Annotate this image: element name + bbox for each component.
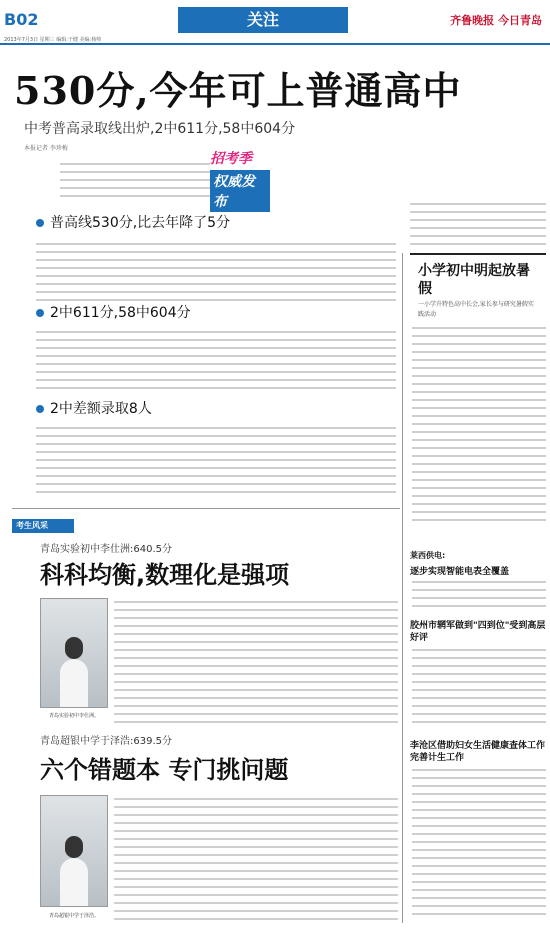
byline: 本报记者 李珍梅 — [24, 145, 68, 152]
body-text — [410, 200, 546, 250]
body-text — [36, 328, 396, 392]
feature-tag: 考生风采 — [12, 519, 74, 533]
sidebar-subtitle: 一小学升特色高中长会,家长参与研究暑假实践活动 — [418, 301, 534, 318]
feature-title: 科科均衡,数理化是强项 — [40, 561, 290, 589]
page-number: B02 — [4, 10, 39, 29]
student-photo — [40, 598, 108, 708]
photo-head — [65, 637, 83, 659]
body-text — [412, 766, 546, 916]
body-text — [412, 578, 546, 608]
bullet-icon — [36, 405, 44, 413]
column-divider — [402, 253, 403, 923]
issue-meta: 2013年7月3日 星期三 编辑:于健 美编:杨帅 — [4, 37, 102, 43]
photo-body — [60, 858, 88, 906]
body-text — [412, 646, 546, 726]
photo-caption: 青岛超银中学于泽浩。 — [48, 913, 99, 919]
photo-head — [65, 836, 83, 858]
subheadline: 中考普高录取线出炉,2中611分,58中604分 — [24, 121, 296, 137]
brief-title: 逐步实现智能电表全覆盖 — [410, 567, 510, 577]
story-title: 胶州市辋军做到"四到位"受到高层好评 — [410, 621, 546, 643]
body-text — [36, 240, 396, 304]
section-heading: 普高线530分,比去年降了5分 — [36, 212, 230, 232]
body-text — [36, 424, 396, 496]
sidebar-title: 小学初中明起放暑假 — [418, 263, 530, 297]
section-heading: 2中差额录取8人 — [36, 398, 152, 418]
photo-body — [60, 659, 88, 707]
section-heading: 2中611分,58中604分 — [36, 302, 191, 322]
newspaper-logo: 齐鲁晚报 今日青岛 — [450, 14, 542, 27]
feature-title: 六个错题本 专门挑问题 — [40, 756, 289, 784]
recruit-badge — [210, 148, 270, 212]
bullet-icon — [36, 219, 44, 227]
bullet-icon — [36, 309, 44, 317]
badge-line1: 招考季 — [210, 151, 252, 167]
sidebar-rule — [410, 253, 546, 255]
story-title: 李沧区借助妇女生活健康查体工作完善计生工作 — [410, 741, 546, 763]
feature-divider — [12, 508, 400, 509]
feature-kicker: 青岛超银中学于泽浩:639.5分 — [40, 736, 172, 747]
body-text — [114, 795, 398, 920]
feature-kicker: 青岛实验初中李仕洲:640.5分 — [40, 544, 172, 555]
photo-caption: 青岛实验初中李仕洲。 — [48, 713, 99, 719]
headline: 530分,今年可上普通高中 — [14, 68, 462, 113]
body-text — [412, 324, 546, 524]
header-rule — [0, 43, 550, 45]
lead-paragraph — [60, 160, 210, 200]
brief-heading: 莱西供电: — [410, 551, 446, 560]
body-text — [114, 598, 398, 726]
section-tab: 关注 — [178, 7, 348, 33]
badge-line2: 权威发布 — [210, 170, 270, 212]
student-photo — [40, 795, 108, 907]
